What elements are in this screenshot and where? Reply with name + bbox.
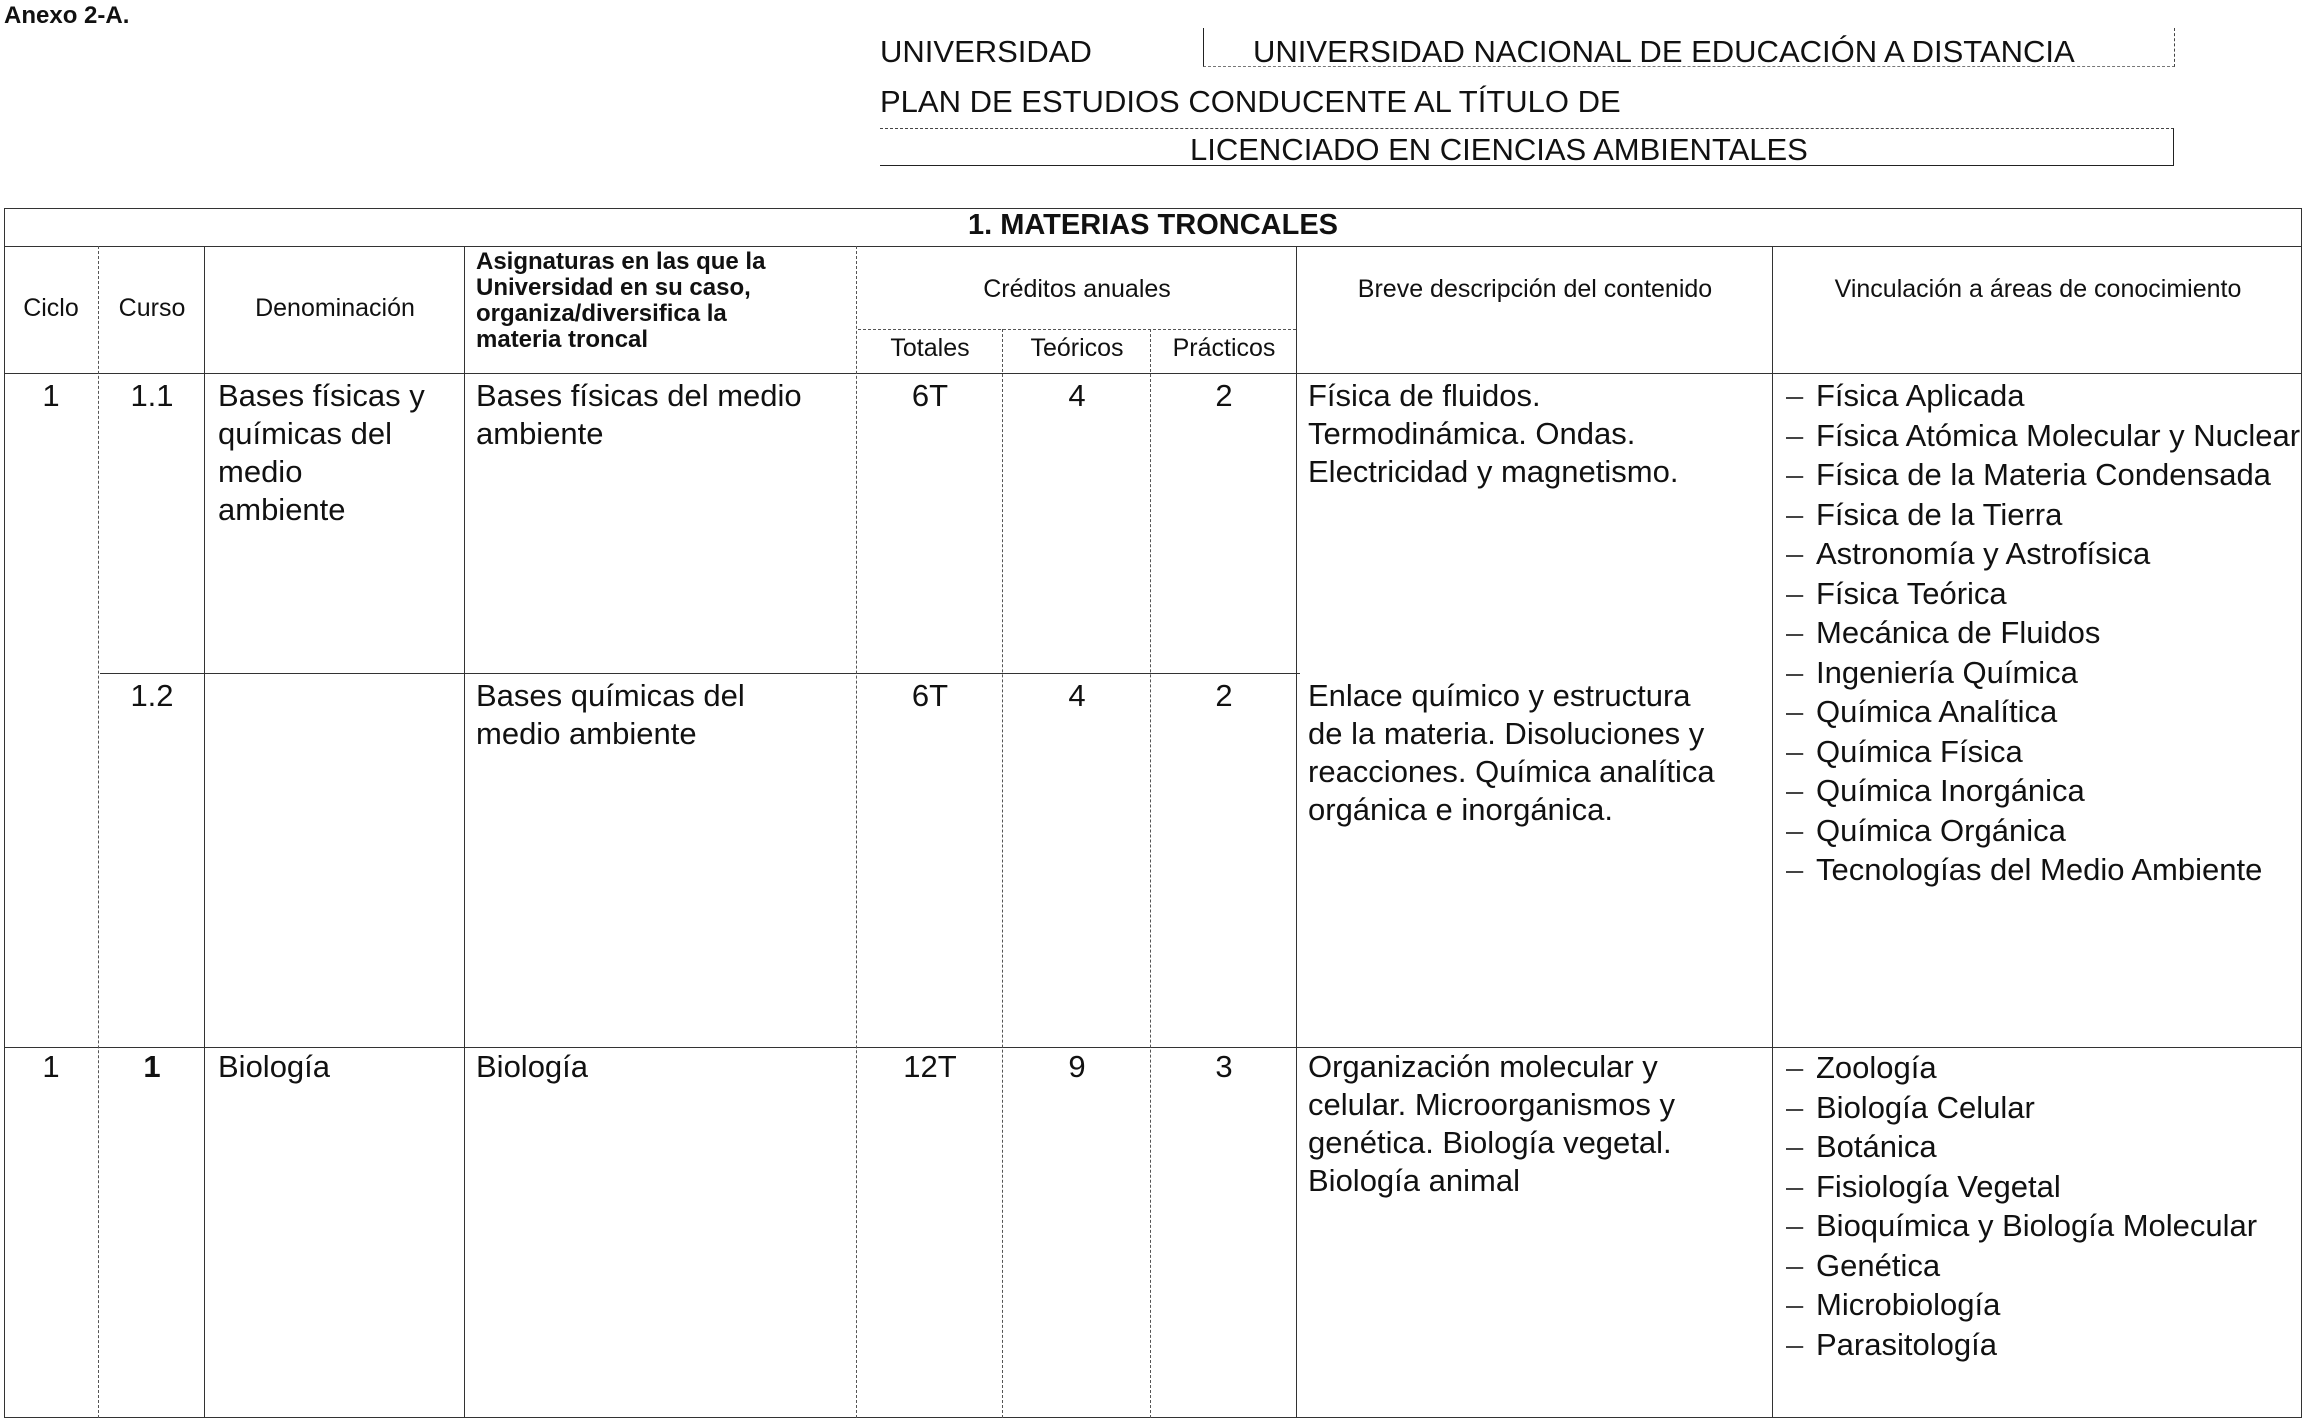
area-item: – Fisiología Vegetal bbox=[1782, 1167, 2302, 1207]
area-item: – Zoología bbox=[1782, 1048, 2302, 1088]
area-item: – Astronomía y Astrofísica bbox=[1782, 534, 2302, 574]
col-rule-practicos bbox=[1296, 246, 1297, 1418]
col-rule-ciclo bbox=[98, 246, 99, 1418]
cell-curso: 1 bbox=[143, 1049, 161, 1084]
col-header-vinculacion: Vinculación a áreas de conocimiento bbox=[1834, 275, 2242, 303]
university-value: UNIVERSIDAD NACIONAL DE EDUCACIÓN A DISTANCIA bbox=[1253, 34, 2075, 69]
cell-ciclo: 1 bbox=[42, 1049, 60, 1084]
area-item: – Química Analítica bbox=[1782, 692, 2302, 732]
cell-ciclo: 1 bbox=[42, 378, 60, 413]
col-rule-denominacion bbox=[464, 246, 465, 1418]
area-item: – Mecánica de Fluidos bbox=[1782, 613, 2302, 653]
section-title: 1. MATERIAS TRONCALES bbox=[967, 209, 1339, 241]
cell-asignatura-line: ambiente bbox=[476, 416, 604, 451]
credits-subheader-rule bbox=[858, 329, 1296, 330]
cell-descripcion-line: Enlace químico y estructura bbox=[1308, 678, 1691, 713]
cell-descripcion-line: orgánica e inorgánica. bbox=[1308, 792, 1614, 827]
cell-curso: 1.1 bbox=[130, 378, 174, 413]
area-item: – Química Física bbox=[1782, 732, 2302, 772]
header-bottom-rule bbox=[4, 373, 2302, 374]
area-item: – Biología Celular bbox=[1782, 1088, 2302, 1128]
cell-descripcion-line: Electricidad y magnetismo. bbox=[1308, 454, 1679, 489]
col-header-totales: Totales bbox=[890, 334, 970, 362]
cell-descripcion bbox=[1308, 377, 1678, 491]
row-split-rule bbox=[100, 673, 1300, 674]
cell-descripcion-line: Física de fluidos. bbox=[1308, 378, 1541, 413]
cell-asignatura-line: medio ambiente bbox=[476, 716, 697, 751]
cell-descripcion-line: de la materia. Disoluciones y bbox=[1308, 716, 1705, 751]
col-rule-asignaturas bbox=[856, 246, 857, 1418]
cell-descripcion-line: reacciones. Química analítica bbox=[1308, 754, 1715, 789]
cell-practicos: 2 bbox=[1215, 378, 1233, 413]
cell-denominacion: Biología bbox=[218, 1049, 331, 1084]
cell-asignatura bbox=[476, 377, 802, 453]
area-item: – Microbiología bbox=[1782, 1285, 2302, 1325]
col-rule-totales bbox=[1002, 329, 1003, 1418]
cell-practicos: 3 bbox=[1215, 1049, 1233, 1084]
col-rule-curso bbox=[204, 246, 205, 1418]
cell-descripcion bbox=[1308, 677, 1715, 829]
cell-totales: 6T bbox=[911, 678, 949, 713]
area-item: – Física de la Materia Condensada bbox=[1782, 455, 2302, 495]
cell-asignatura-line: Bases químicas del bbox=[476, 678, 745, 713]
cell-descripcion-line: celular. Microorganismos y bbox=[1308, 1087, 1675, 1122]
area-item: – Bioquímica y Biología Molecular bbox=[1782, 1206, 2302, 1246]
col-header-asignaturas-line: Universidad en su caso, bbox=[476, 274, 751, 301]
area-item: – Ingeniería Química bbox=[1782, 653, 2302, 693]
col-header-curso: Curso bbox=[118, 294, 186, 322]
cell-denominacion bbox=[218, 377, 425, 529]
cell-denominacion-line: medio bbox=[218, 454, 303, 489]
study-plan-label: PLAN DE ESTUDIOS CONDUCENTE AL TÍTULO DE bbox=[880, 84, 1621, 119]
cell-teoricos: 4 bbox=[1068, 678, 1086, 713]
area-item: – Genética bbox=[1782, 1246, 2302, 1286]
cell-denominacion-line: Bases físicas y bbox=[218, 378, 425, 413]
cell-asignatura bbox=[476, 677, 745, 753]
area-item: – Física Aplicada bbox=[1782, 376, 2302, 416]
col-header-asignaturas-line: Asignaturas en las que la bbox=[476, 248, 766, 275]
cell-totales: 12T bbox=[903, 1049, 957, 1084]
col-header-asignaturas-line: materia troncal bbox=[476, 326, 649, 353]
cell-descripcion bbox=[1308, 1048, 1675, 1200]
col-header-creditos: Créditos anuales bbox=[983, 275, 1171, 303]
cell-descripcion-line: genética. Biología vegetal. bbox=[1308, 1125, 1672, 1160]
cell-asignatura: Biología bbox=[476, 1049, 589, 1084]
col-rule-teoricos bbox=[1150, 329, 1151, 1418]
area-item: – Química Inorgánica bbox=[1782, 771, 2302, 811]
cell-teoricos: 4 bbox=[1068, 378, 1086, 413]
degree-title-value: LICENCIADO EN CIENCIAS AMBIENTALES bbox=[1190, 132, 1808, 167]
annex-label: Anexo 2-A. bbox=[4, 2, 130, 29]
area-item: – Botánica bbox=[1782, 1127, 2302, 1167]
col-header-asignaturas bbox=[476, 249, 765, 353]
area-item: – Parasitología bbox=[1782, 1325, 2302, 1365]
col-header-ciclo: Ciclo bbox=[23, 294, 79, 322]
area-item: – Física Teórica bbox=[1782, 574, 2302, 614]
university-label: UNIVERSIDAD bbox=[880, 34, 1092, 69]
cell-descripcion-line: Organización molecular y bbox=[1308, 1049, 1658, 1084]
area-item: – Física Atómica Molecular y Nuclear bbox=[1782, 416, 2302, 456]
col-header-practicos: Prácticos bbox=[1172, 334, 1276, 362]
col-rule-descripcion bbox=[1772, 246, 1773, 1418]
cell-practicos: 2 bbox=[1215, 678, 1233, 713]
col-header-asignaturas-line: organiza/diversifica la bbox=[476, 300, 727, 327]
areas-list bbox=[1782, 376, 2302, 890]
area-item: – Física de la Tierra bbox=[1782, 495, 2302, 535]
areas-list bbox=[1782, 1048, 2302, 1364]
cell-curso: 1.2 bbox=[130, 678, 174, 713]
cell-descripcion-line: Termodinámica. Ondas. bbox=[1308, 416, 1636, 451]
header-top-rule bbox=[4, 246, 2302, 247]
area-item: – Tecnologías del Medio Ambiente bbox=[1782, 850, 2302, 890]
col-header-denominacion: Denominación bbox=[255, 294, 415, 322]
cell-teoricos: 9 bbox=[1068, 1049, 1086, 1084]
cell-descripcion-line: Biología animal bbox=[1308, 1163, 1520, 1198]
cell-totales: 6T bbox=[911, 378, 949, 413]
col-header-descripcion: Breve descripción del contenido bbox=[1357, 275, 1713, 303]
cell-asignatura-line: Bases físicas del medio bbox=[476, 378, 802, 413]
cell-denominacion-line: químicas del bbox=[218, 416, 393, 451]
cell-denominacion-line: ambiente bbox=[218, 492, 346, 527]
area-item: – Química Orgánica bbox=[1782, 811, 2302, 851]
col-header-teoricos: Teóricos bbox=[1030, 334, 1124, 362]
